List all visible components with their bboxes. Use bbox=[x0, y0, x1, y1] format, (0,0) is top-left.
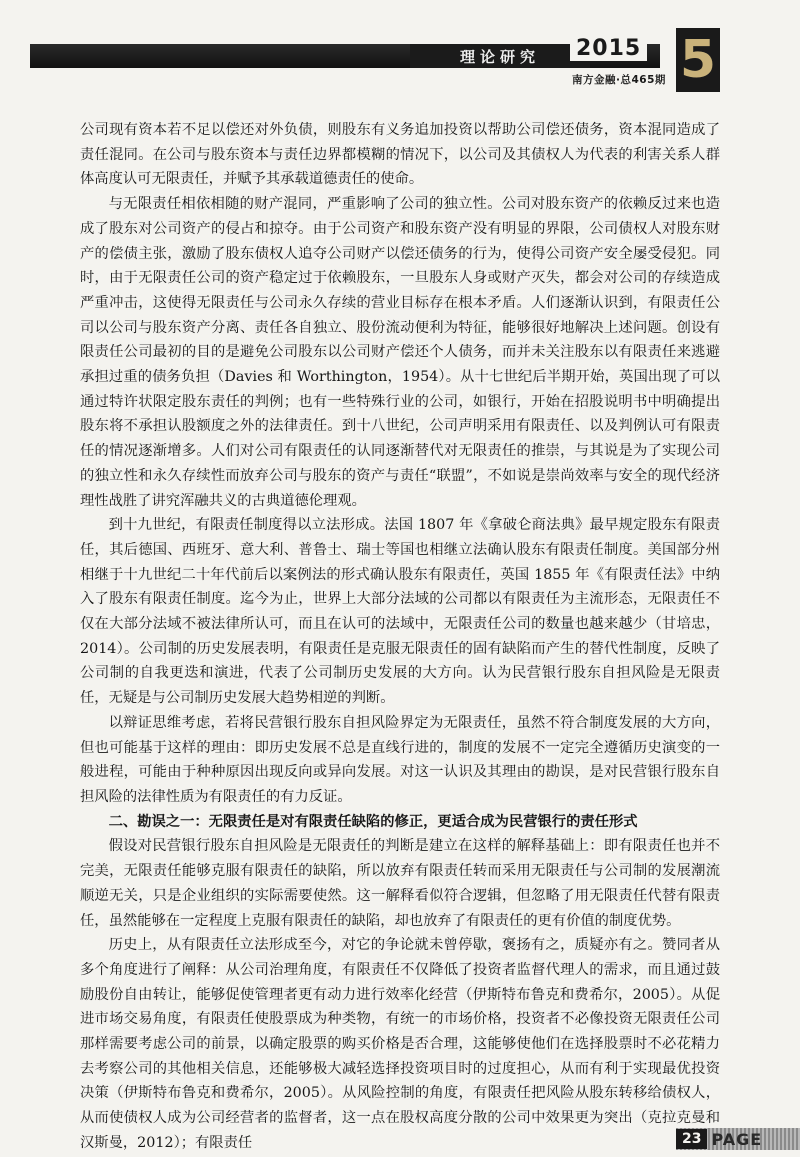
issue-info: 南方金融·总465期 bbox=[572, 74, 666, 86]
article-body bbox=[80, 118, 720, 1156]
page-header bbox=[0, 0, 800, 100]
page-word: PAGE bbox=[711, 1129, 763, 1149]
issue-number: 5 bbox=[679, 30, 717, 90]
paragraph: 假设对民营银行股东自担风险是无限责任的判断是建立在这样的解释基础上：即有限责任也并不完美，无限责任能够克服有限责任的缺陷，所以放弃有限责任转而采用无限责任与公司制的发展潮流顺逆无关，只是企业组织的实际需要使然。这一解释看似符合逻辑，但忽略了用无限责任代替有限责任，虽然能够在一定程度上克服有限责任的缺陷，却也放弃了有限责任的更有价值的制度优势。 bbox=[80, 838, 720, 929]
journal-year: 2015 bbox=[570, 36, 647, 61]
section-heading: 二、勘误之一：无限责任是对有限责任缺陷的修正，更适合成为民营银行的责任形式 bbox=[108, 813, 638, 830]
section-title: 理论研究 bbox=[410, 44, 590, 68]
paragraph: 公司现有资本若不足以偿还对外负债，则股东有义务追加投资以帮助公司偿还债务，资本混同造成了责任混同。在公司与股东资本与责任边界都模糊的情况下，以公司及其债权人为代表的利害关系人群体高度认可无限责任，并赋予其承载道德责任的使命。 bbox=[80, 122, 720, 188]
paragraph: 与无限责任相依相随的财产混同，严重影响了公司的独立性。公司对股东资产的依赖反过来也造成了股东对公司资产的侵占和掠夺。由于公司资产和股东资产没有明显的界限，公司债权人对股东财产的偿债主张，激励了股东债权人追夺公司财产以偿还债务的行为，使得公司资产安全屡受侵犯。同时，由于无限责任公司的资产稳定过于依赖股东，一旦股东人身或财产灭失，都会对公司的存续造成严重冲击，这使得无限责任与公司永久存续的营业目标存在根本矛盾。人们逐渐认识到，有限责任公司以公司与股东资产分离、责任各自独立、股份流动便利为特征，能够很好地解决上述问题。创设有限责任公司最初的目的是避免公司股东以公司财产偿还个人债务，而并未关注股东以有限责任来逃避承担过重的债务负担（Davies 和 Worthington，1954）。从十七世纪后半期开始，英国出现了可以通过特许状限定股东责任的判例；也有一些特殊行业的公司，如银行，开始在招股说明书中明确提出股东将不承担认股额度之外的法律责任。到十八世纪，公司声明采用有限责任、以及判例认可有限责任的情况逐渐增多。人们对公司有限责任的认同逐渐替代对无限责任的推崇，与其说是为了实现公司的独立性和永久存续性而放弃公司与股东的资产与责任“联盟”，不如说是崇尚效率与安全的现代经济理性战胜了讲究浑融共义的古典道德伦理观。 bbox=[80, 196, 720, 509]
paragraph: 历史上，从有限责任立法形成至今，对它的争论就未曾停歇，褒扬有之，质疑亦有之。赞同者从多个角度进行了阐释：从公司治理角度，有限责任不仅降低了投资者监督代理人的需求，而且通过鼓励股份自由转让，能够促使管理者更有动力进行效率化经营（伊斯特布鲁克和费希尔，2005）。从促进市场交易角度，有限责任使股票成为种类物，有统一的市场价格，投资者不必像投资无限责任公司那样需要考虑公司的前景，以确定股票的购买价格是否合理，这能够使他们在选择股票时不必花精力去考察公司的其他相关信息，还能够极大减轻选择投资项目时的过度担心，从而有利于实现最优投资决策（伊斯特布鲁克和费希尔，2005）。从风险控制的角度，有限责任把风险从股东转移给债权人，从而使债权人成为公司经营者的监督者，这一点在股权高度分散的公司中效果更为突出（克拉克曼和汉斯曼，2012）；有限责任 bbox=[80, 937, 720, 1151]
page-number: 23 bbox=[676, 1129, 707, 1149]
page-footer bbox=[676, 1128, 800, 1150]
issue-badge bbox=[676, 28, 720, 92]
paragraph: 到十九世纪，有限责任制度得以立法形成。法国 1807 年《拿破仑商法典》最早规定股东有限责任，其后德国、西班牙、意大利、普鲁士、瑞士等国也相继立法确认股东有限责任制度。美国部分州相继于十九世纪二十年代前后以案例法的形式确认股东有限责任，英国 1855 年《有限责任法》中纳入了股东有限责任制度。迄今为止，世界上大部分法域的公司都以有限责任为主流形态，无限责任不仅在大部分法域不被法律所认可，而且在认可的法域中，无限责任公司的数量也越来越少（甘培忠，2014）。公司制的历史发展表明，有限责任是克服无限责任的固有缺陷而产生的替代性制度，反映了公司制的自我更迭和演进，代表了公司制历史发展的大方向。认为民营银行股东自担风险是无限责任，无疑是与公司制历史发展大趋势相逆的判断。 bbox=[80, 517, 720, 707]
header-bar bbox=[30, 44, 660, 68]
paragraph: 以辩证思维考虑，若将民营银行股东自担风险界定为无限责任，虽然不符合制度发展的大方向，但也可能基于这样的理由：即历史发展不总是直线行进的，制度的发展不一定完全遵循历史演变的一般进程，可能由于种种原因出现反向或异向发展。对这一认识及其理由的勘误，是对民营银行股东自担风险的法律性质为有限责任的有力反证。 bbox=[80, 714, 720, 805]
